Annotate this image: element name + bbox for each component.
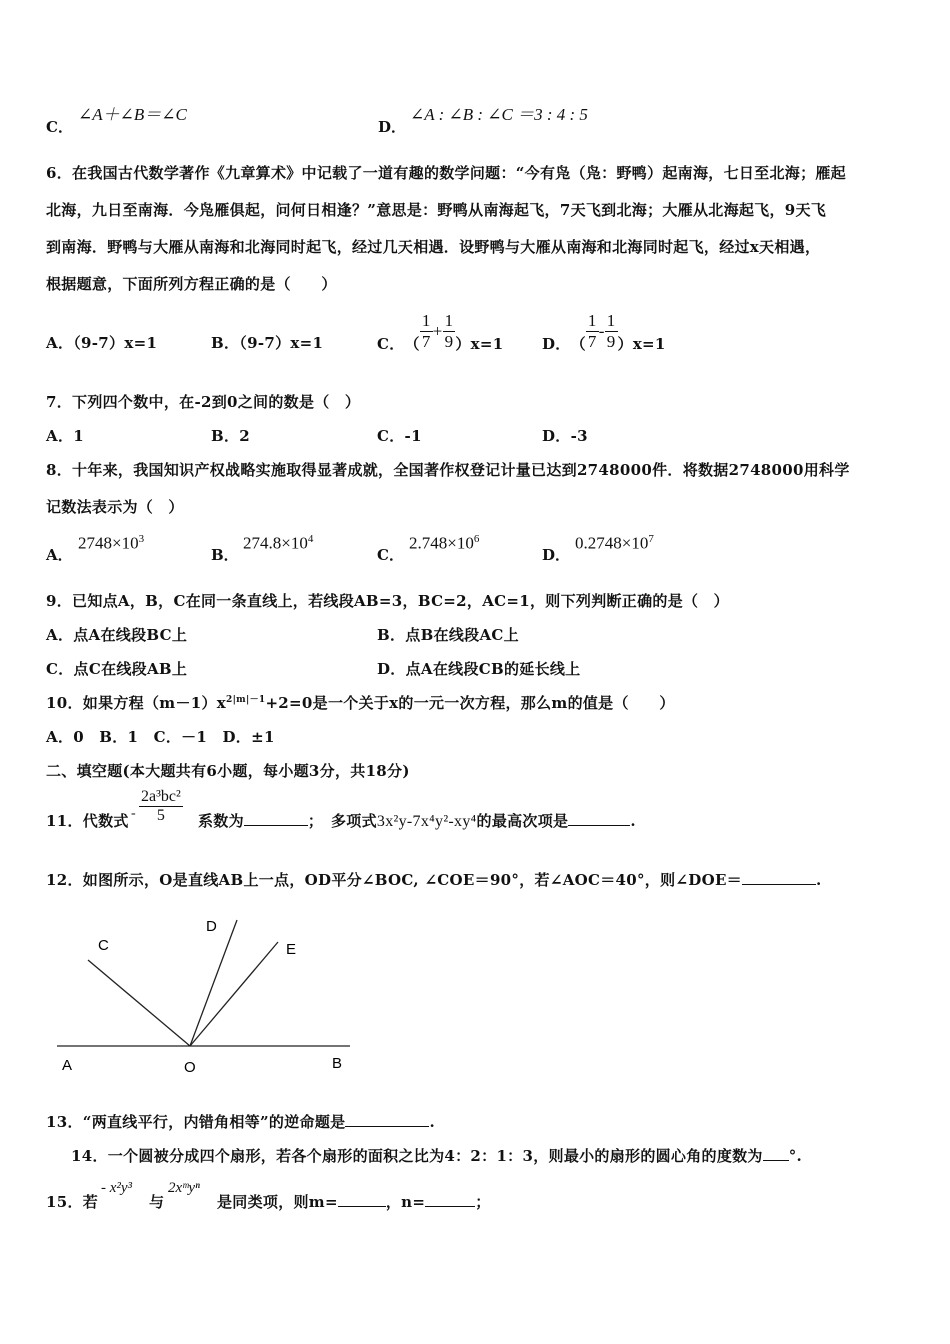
q6-option-c-label: C． bbox=[377, 335, 405, 353]
q6-option-c-tail: ）x=1 bbox=[455, 335, 504, 353]
q8-option-c-value: $2.748\times 10^6$ bbox=[409, 533, 480, 553]
q15-prefix: 15．若 bbox=[46, 1193, 99, 1211]
label-c: C bbox=[98, 937, 109, 954]
q7-option-c: C．-1 bbox=[377, 427, 422, 445]
q5-option-c-math: ∠A＋∠B＝∠C bbox=[78, 105, 187, 124]
label-d: D bbox=[206, 918, 217, 935]
q6-option-a: A．（9-7）x=1 bbox=[46, 334, 158, 352]
q5-option-d-label: D． bbox=[378, 118, 407, 136]
ray-oe bbox=[190, 942, 278, 1046]
ray-od bbox=[190, 920, 237, 1046]
q11-blank-1[interactable] bbox=[244, 811, 308, 826]
q8-option-b-value: $274.8\times 10^4$ bbox=[243, 533, 314, 553]
q6-option-d-frac-2: $\frac{1}{9}$ bbox=[606, 311, 616, 351]
q7-option-b: B．2 bbox=[211, 427, 251, 445]
q15-term-2: 2xᵐyⁿ bbox=[168, 1180, 200, 1196]
q15-with: 与 bbox=[149, 1193, 165, 1211]
q11-prefix: 11．代数式 bbox=[46, 812, 129, 830]
q7-option-d: D．-3 bbox=[542, 427, 588, 445]
q12-figure bbox=[40, 908, 380, 1078]
q6-option-c bbox=[377, 309, 504, 354]
q14-stem: 14．一个圆被分成四个扇形，若各个扇形的面积之比为4：2：1：3，则最小的扇形的圆心角的度数为 °. bbox=[71, 1147, 803, 1165]
section-2-title: 二、填空题(本大题共有6小题，每小题3分，共18分) bbox=[46, 762, 410, 780]
q9-option-b: B．点B在线段AC上 bbox=[377, 626, 519, 644]
q6-option-d bbox=[542, 309, 666, 354]
q8-option-d-label: D． bbox=[542, 546, 571, 564]
ray-oc bbox=[88, 960, 190, 1046]
q11-polynomial: 3x²y-7x⁴y²-xy⁴ bbox=[376, 813, 477, 830]
q11-neg: - bbox=[131, 806, 136, 821]
q6-option-c-frac-1: $\frac{1}{7}$ bbox=[421, 311, 431, 351]
q8-option-c-label: C． bbox=[377, 546, 404, 564]
q6-option-d-label: D． bbox=[542, 335, 571, 353]
q9-option-a: A．点A在线段BC上 bbox=[46, 626, 188, 644]
q11-mid: 系数为 ； 多项式3x²y-7x⁴y²-xy⁴的最高次项是 . bbox=[198, 812, 636, 830]
q6-line-4: 根据题意，下面所列方程正确的是（ ） bbox=[46, 275, 337, 293]
q6-line-2: 北海，九日至南海．今凫雁俱起，问何日相逢？”意思是：野鸭从南海起飞，7天飞到北海；大雁从北海起飞，9天飞 bbox=[46, 201, 827, 219]
q9-option-d: D．点A在线段CB的延长线上 bbox=[377, 660, 581, 678]
q6-option-c-op: + bbox=[432, 321, 443, 341]
q6-option-d-open: （ bbox=[570, 335, 586, 353]
q8-option-a-value: $2748\times 10^3$ bbox=[78, 533, 145, 553]
q15-blank-m[interactable] bbox=[338, 1192, 386, 1207]
q9-stem: 9．已知点A，B，C在同一条直线上，若线段AB=3，BC=2，AC=1，则下列判断正确的是（ ） bbox=[46, 592, 729, 610]
q12-blank[interactable] bbox=[742, 870, 816, 885]
label-e: E bbox=[286, 941, 297, 958]
q7-stem: 7．下列四个数中，在-2到0之间的数是（ ） bbox=[46, 393, 361, 411]
q5-option-c-label: C． bbox=[46, 118, 73, 136]
q15-term-1: - x²y³ bbox=[101, 1180, 133, 1196]
q13-blank[interactable] bbox=[345, 1112, 429, 1127]
q8-option-b-label: B． bbox=[211, 546, 239, 564]
q11-blank-2[interactable] bbox=[568, 811, 630, 826]
q11-fraction: $\frac{\text{2a³bc²}}{5}$ bbox=[141, 788, 181, 824]
q8-option-d-value: $0.2748\times 10^7$ bbox=[575, 533, 654, 553]
q13-stem: 13．“两直线平行，内错角相等”的逆命题是 . bbox=[46, 1113, 435, 1131]
label-b: B bbox=[332, 1055, 343, 1072]
label-o: O bbox=[184, 1059, 196, 1076]
q6-line-3: 到南海．野鸭与大雁从南海和北海同时起飞，经过几天相遇．设野鸭与大雁从南海和北海同时起飞，经过x天相遇， bbox=[46, 238, 821, 256]
q6-option-d-tail: ）x=1 bbox=[617, 335, 666, 353]
q6-option-c-frac-2: $\frac{1}{9}$ bbox=[444, 311, 454, 351]
q14-blank[interactable] bbox=[763, 1146, 789, 1161]
q5-option-d-math: ∠A : ∠B : ∠C ＝3 : 4 : 5 bbox=[410, 105, 588, 124]
q9-option-c: C．点C在线段AB上 bbox=[46, 660, 188, 678]
q7-option-a: A．1 bbox=[46, 427, 84, 445]
q10-options: A．0 B．1 C．－1 D．±1 bbox=[46, 728, 275, 746]
q8-line-1: 8．十年来，我国知识产权战略实施取得显著成就，全国著作权登记计量已达到2748000件．将数据2748000用科学 bbox=[46, 461, 850, 479]
q12-stem: 12．如图所示，O是直线AB上一点，OD平分∠BOC, ∠COE＝90°，若∠AOC＝40°，则∠DOE＝ . bbox=[46, 871, 822, 889]
q6-option-c-open: （ bbox=[404, 335, 420, 353]
q6-option-d-op: - bbox=[598, 321, 605, 341]
q8-option-a-label: A． bbox=[46, 546, 73, 564]
q6-option-d-frac-1: $\frac{1}{7}$ bbox=[587, 311, 597, 351]
label-a: A bbox=[62, 1057, 73, 1074]
q6-line-1: 6．在我国古代数学著作《九章算术》中记载了一道有趣的数学问题：“今有凫（凫：野鸭）起南海，七日至北海；雁起 bbox=[46, 164, 846, 182]
q15-rest: 是同类项，则m= ，n= ； bbox=[217, 1193, 491, 1211]
q6-option-b: B．（9-7）x=1 bbox=[211, 334, 324, 352]
q10-stem: 10．如果方程$(m-1)x^{2|m|-1}+2=0$是一个关于x的一元一次方程，那么m的值是（ ） bbox=[46, 694, 675, 712]
q8-line-2: 记数法表示为（ ） bbox=[46, 498, 184, 516]
q15-blank-n[interactable] bbox=[425, 1192, 475, 1207]
